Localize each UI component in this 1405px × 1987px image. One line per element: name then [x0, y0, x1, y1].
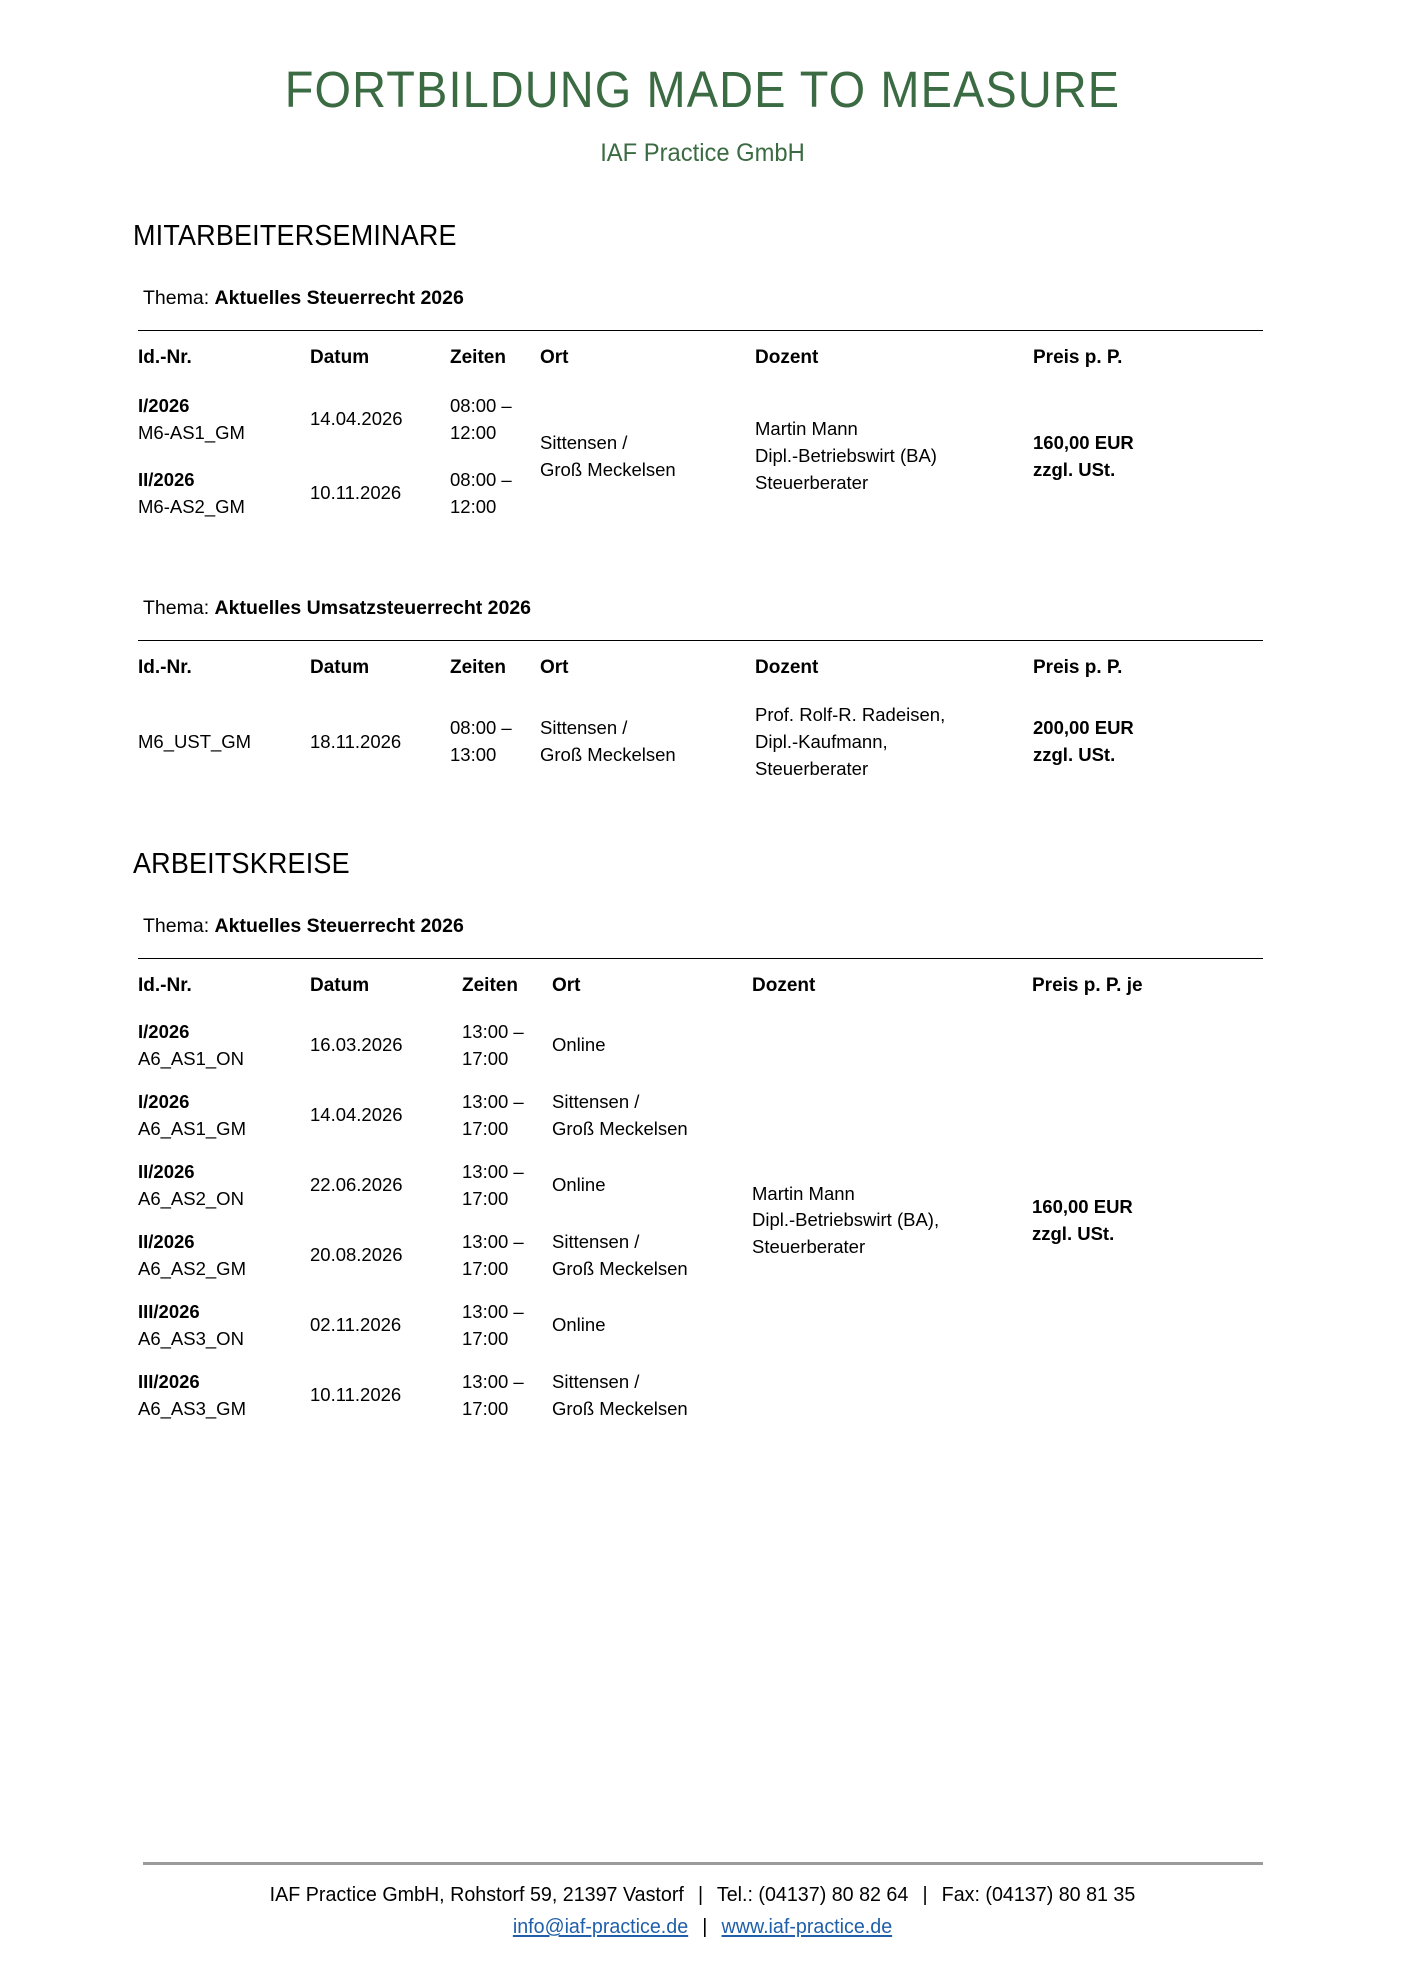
idnr-code: A6_AS2_GM: [138, 1257, 246, 1279]
cell-idnr: [138, 692, 310, 792]
col-header-dozent: Dozent: [755, 640, 1033, 692]
cell-datum: 02.11.2026: [310, 1314, 402, 1336]
footer-email-link[interactable]: info@iaf-practice.de: [512, 1915, 689, 1938]
dozent-name: Martin Mann: [755, 418, 858, 440]
cell-zeiten: [462, 1221, 552, 1291]
table-header-row: [138, 640, 1263, 692]
cell-zeiten: [450, 692, 540, 792]
preis-amount: 200,00 EUR: [1033, 717, 1134, 739]
col-header-idnr: Id.-Nr.: [138, 331, 310, 383]
idnr-number: I/2026: [138, 1090, 190, 1112]
zeit-bis: 17:00: [462, 1117, 509, 1139]
idnr-code: M6-AS2_GM: [138, 495, 245, 517]
cell-preis: [1033, 383, 1263, 531]
preis-amount: 160,00 EUR: [1032, 1195, 1133, 1217]
cell-datum: 18.11.2026: [310, 730, 402, 752]
idnr-code: A6_AS1_ON: [138, 1047, 244, 1069]
cell-datum: 16.03.2026: [310, 1034, 403, 1056]
ort-line-1: Online: [552, 1034, 606, 1056]
cell-zeiten: [450, 383, 540, 457]
dozent-title: Dipl.-Kaufmann,: [755, 730, 888, 752]
cell-idnr: [138, 1221, 310, 1291]
cell-dozent: [755, 383, 1033, 531]
idnr-code: M6-AS1_GM: [138, 421, 245, 443]
cell-zeiten: [462, 1361, 552, 1431]
cell-zeiten: [462, 1291, 552, 1361]
cell-zeiten: [462, 1011, 552, 1081]
thema-line: [143, 597, 1293, 620]
col-header-ort: Ort: [540, 331, 755, 383]
preis-amount: 160,00 EUR: [1033, 431, 1134, 453]
ort-line-1: Sittensen /: [552, 1230, 640, 1252]
col-header-datum: Datum: [310, 640, 450, 692]
col-header-zeiten: Zeiten: [450, 331, 540, 383]
col-header-ort: Ort: [552, 959, 752, 1011]
ort-line-1: Sittensen /: [552, 1090, 640, 1112]
idnr-code: M6_UST_GM: [138, 730, 252, 752]
table-header-row: [138, 959, 1263, 1011]
preis-tax-note: zzgl. USt.: [1032, 1222, 1115, 1244]
cell-idnr: [138, 1361, 310, 1431]
cell-ort: [552, 1081, 752, 1151]
zeit-von: 08:00 –: [450, 717, 512, 739]
company-subtitle: IAF Practice GmbH: [600, 139, 805, 168]
col-header-preis: Preis p. P. je: [1032, 959, 1263, 1011]
zeit-von: 13:00 –: [462, 1230, 524, 1252]
dozent-title: Dipl.-Betriebswirt (BA),: [752, 1209, 940, 1231]
table-row: [138, 383, 1263, 457]
zeit-bis: 17:00: [462, 1047, 509, 1069]
thema-line: [143, 287, 1293, 310]
table-header-row: [138, 331, 1263, 383]
zeit-von: 13:00 –: [462, 1090, 524, 1112]
zeit-bis: 12:00: [450, 421, 497, 443]
zeit-von: 13:00 –: [462, 1160, 524, 1182]
cell-zeiten: [462, 1151, 552, 1221]
idnr-code: A6_AS3_ON: [138, 1327, 244, 1349]
footer-separator: |: [702, 1915, 708, 1938]
cell-idnr: [138, 457, 310, 531]
idnr-number: II/2026: [138, 468, 195, 490]
zeit-von: 08:00 –: [450, 394, 512, 416]
cell-idnr: [138, 1291, 310, 1361]
cell-ort: [540, 383, 755, 531]
zeit-bis: 12:00: [450, 495, 497, 517]
dozent-name: Martin Mann: [752, 1182, 855, 1204]
col-header-ort: Ort: [540, 640, 755, 692]
section-heading-mitarbeiterseminare: MITARBEITERSEMINARE: [133, 220, 457, 253]
dozent-role: Steuerberater: [755, 757, 869, 779]
cell-ort: [540, 692, 755, 792]
cell-dozent: [755, 692, 1033, 792]
zeit-von: 13:00 –: [462, 1300, 524, 1322]
ort-line-1: Sittensen /: [540, 431, 628, 453]
dozent-name: Prof. Rolf-R. Radeisen,: [755, 703, 946, 725]
cell-ort: [552, 1011, 752, 1081]
idnr-code: A6_AS2_ON: [138, 1187, 244, 1209]
preis-tax-note: zzgl. USt.: [1033, 458, 1116, 480]
thema-value: Aktuelles Steuerrecht 2026: [214, 287, 464, 310]
dozent-role: Steuerberater: [752, 1236, 866, 1258]
footer-separator: |: [922, 1883, 928, 1906]
footer-divider: [143, 1862, 1263, 1865]
idnr-number: I/2026: [138, 394, 190, 416]
idnr-code: A6_AS1_GM: [138, 1117, 246, 1139]
document-content: [0, 220, 1405, 1431]
ort-line-2: Groß Meckelsen: [540, 458, 676, 480]
cell-zeiten: [462, 1081, 552, 1151]
dozent-role: Steuerberater: [755, 472, 869, 494]
footer-contact-line: [28, 1883, 1377, 1907]
footer-website-link[interactable]: www.iaf-practice.de: [721, 1915, 893, 1938]
schedule-table-arbeitskreise: [138, 958, 1263, 1431]
col-header-datum: Datum: [310, 331, 450, 383]
preis-tax-note: zzgl. USt.: [1033, 744, 1116, 766]
col-header-idnr: Id.-Nr.: [138, 640, 310, 692]
footer-address: IAF Practice GmbH, Rohstorf 59, 21397 Vastorf: [269, 1883, 684, 1906]
cell-preis: [1032, 1011, 1263, 1431]
table-row: [138, 692, 1263, 792]
ort-line-2: Groß Meckelsen: [552, 1397, 688, 1419]
ort-line-1: Online: [552, 1314, 606, 1336]
idnr-number: II/2026: [138, 1160, 195, 1182]
dozent-title: Dipl.-Betriebswirt (BA): [755, 445, 937, 467]
schedule-table-umsatzsteuerrecht: [138, 640, 1263, 793]
cell-idnr: [138, 1151, 310, 1221]
zeit-von: 13:00 –: [462, 1370, 524, 1392]
zeit-bis: 13:00: [450, 744, 497, 766]
zeit-bis: 17:00: [462, 1397, 509, 1419]
section-heading-arbeitskreise: ARBEITSKREISE: [133, 848, 350, 881]
cell-datum: 20.08.2026: [310, 1244, 403, 1266]
cell-ort: [552, 1151, 752, 1221]
cell-ort: [552, 1221, 752, 1291]
col-header-dozent: Dozent: [752, 959, 1032, 1011]
cell-ort: [552, 1291, 752, 1361]
document-header: [0, 0, 1405, 168]
col-header-idnr: Id.-Nr.: [138, 959, 310, 1011]
thema-line: [143, 915, 1293, 938]
cell-idnr: [138, 1081, 310, 1151]
cell-datum: 10.11.2026: [310, 482, 402, 504]
cell-preis: [1033, 692, 1263, 792]
zeit-bis: 17:00: [462, 1187, 509, 1209]
cell-datum: 14.04.2026: [310, 1104, 403, 1126]
thema-value: Aktuelles Steuerrecht 2026: [214, 915, 464, 938]
col-header-zeiten: Zeiten: [450, 640, 540, 692]
zeit-bis: 17:00: [462, 1257, 509, 1279]
ort-line-2: Groß Meckelsen: [552, 1117, 688, 1139]
thema-label: Thema:: [143, 596, 210, 619]
ort-line-1: Sittensen /: [540, 717, 628, 739]
col-header-dozent: Dozent: [755, 331, 1033, 383]
schedule-table-steuerrecht-mitarbeiter: [138, 330, 1263, 531]
thema-label: Thema:: [143, 287, 210, 310]
footer-fax: Fax: (04137) 80 81 35: [941, 1883, 1136, 1906]
ort-line-1: Online: [552, 1174, 606, 1196]
ort-line-2: Groß Meckelsen: [540, 744, 676, 766]
idnr-number: II/2026: [138, 1230, 195, 1252]
footer-phone: Tel.: (04137) 80 82 64: [716, 1883, 909, 1906]
col-header-datum: Datum: [310, 959, 462, 1011]
idnr-number: III/2026: [138, 1370, 200, 1392]
ort-line-1: Sittensen /: [552, 1370, 640, 1392]
table-row: [138, 1011, 1263, 1081]
col-header-preis: Preis p. P.: [1033, 640, 1263, 692]
zeit-von: 13:00 –: [462, 1020, 524, 1042]
thema-label: Thema:: [143, 915, 210, 938]
idnr-code: A6_AS3_GM: [138, 1397, 246, 1419]
col-header-preis: Preis p. P.: [1033, 331, 1263, 383]
cell-idnr: [138, 1011, 310, 1081]
cell-datum: 10.11.2026: [310, 1384, 402, 1406]
footer-separator: |: [697, 1883, 704, 1906]
idnr-number: I/2026: [138, 1020, 190, 1042]
cell-datum: 22.06.2026: [310, 1174, 403, 1196]
cell-ort: [552, 1361, 752, 1431]
document-footer: [0, 1862, 1405, 1939]
col-header-zeiten: Zeiten: [462, 959, 552, 1011]
zeit-von: 08:00 –: [450, 468, 512, 490]
footer-links-line: [28, 1915, 1377, 1939]
cell-dozent: [752, 1011, 1032, 1431]
ort-line-2: Groß Meckelsen: [552, 1257, 688, 1279]
page-title: FORTBILDUNG MADE TO MEASURE: [284, 61, 1121, 118]
cell-idnr: [138, 383, 310, 457]
thema-value: Aktuelles Umsatzsteuerrecht 2026: [214, 596, 532, 619]
cell-zeiten: [450, 457, 540, 531]
zeit-bis: 17:00: [462, 1327, 509, 1349]
idnr-number: III/2026: [138, 1300, 200, 1322]
cell-datum: 14.04.2026: [310, 408, 403, 430]
